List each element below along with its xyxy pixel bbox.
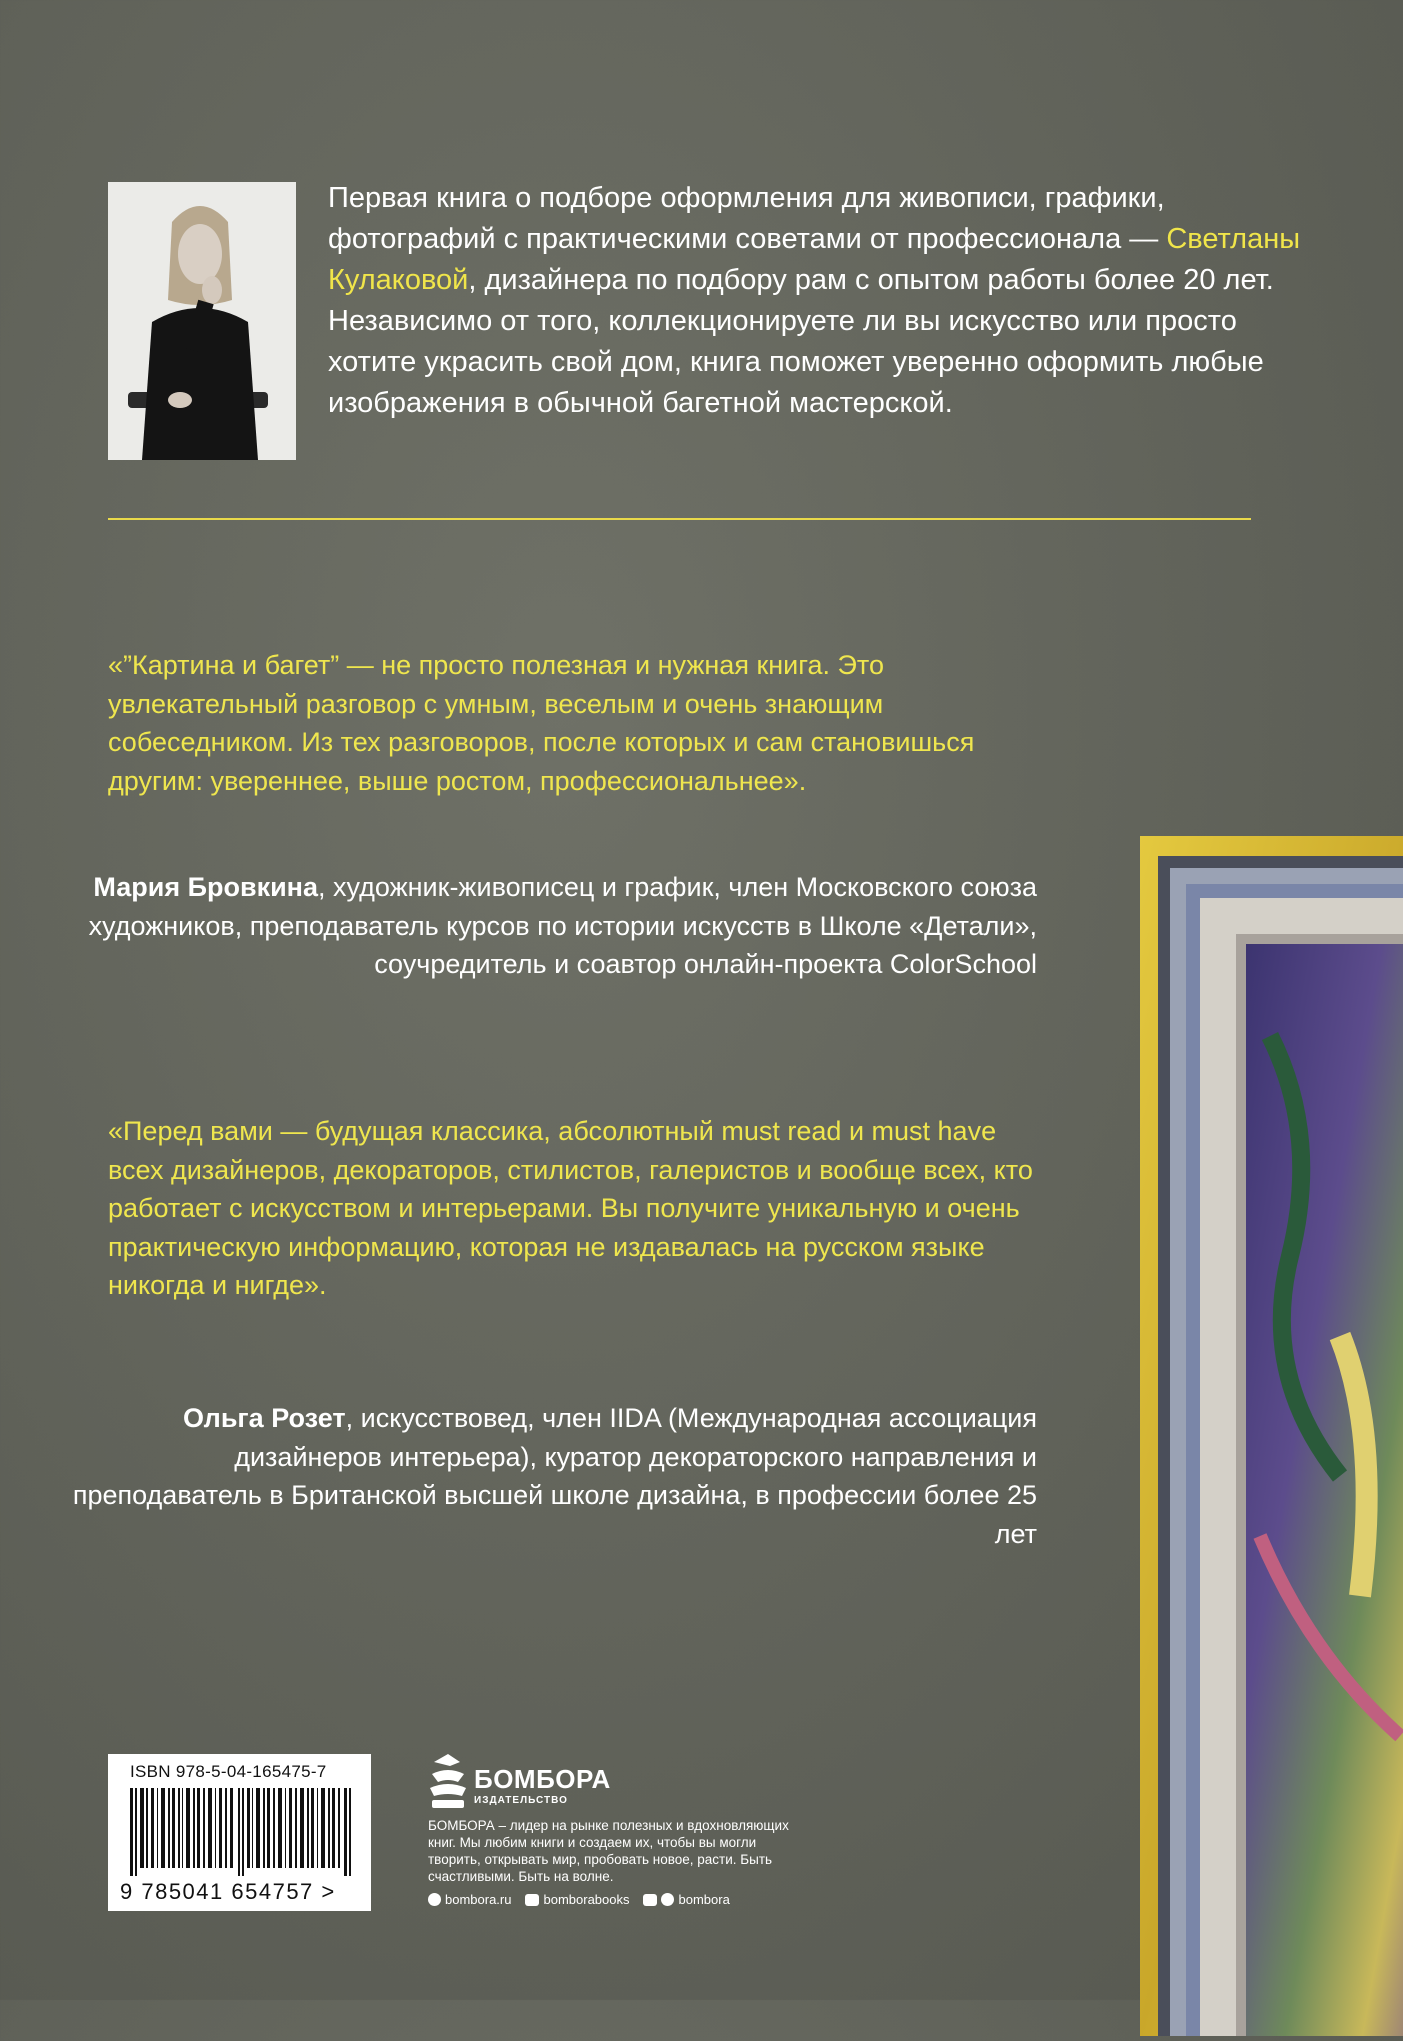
vk-link[interactable]: bomborabooks <box>525 1892 629 1907</box>
vk-icon <box>525 1894 539 1906</box>
review-quote-1: «”Картина и багет” — не просто полезная и нужная книга. Это увлекательный разговор с умным, веселым и очень знающим собеседником. Из тех разговоров, после которых и сам становишься другим: увереннее, выше ростом, профессиональнее». <box>108 650 975 796</box>
barcode-graphic <box>130 1788 358 1876</box>
reviewer-role-1: , художник-живописец и график, член Московского союза художников, преподаватель курсов по истории искусств в Школе «Детали», соучредитель и соавтор онлайн-проекта ColorSchool <box>88 872 1037 979</box>
review-attribution-2 <box>60 1399 1037 1553</box>
plus-icon <box>643 1894 657 1906</box>
review-quote-2: «Перед вами — будущая классика, абсолютный must read и must have всех дизайнеров, декораторов, стилистов, галеристов и вообще всех, кто работает с искусством и интерьерами. Вы получите уникальную и очень практическую информацию, которая не издавалась на русском языке никогда и нигде». <box>108 1116 1033 1300</box>
reviewer-role-2: , искусствовед, член IIDA (Международная ассоциация дизайнеров интерьера), куратор декораторского направления и преподаватель в Британской высшей школе дизайна, в профессии более 25 лет <box>72 1403 1037 1549</box>
publisher-name: БОМБОРА <box>474 1764 611 1794</box>
barcode-digits: 9 785041 654757 > <box>120 1879 336 1904</box>
intro-paragraph <box>328 178 1308 424</box>
telegram-link[interactable]: bombora <box>643 1892 729 1907</box>
publisher-description: БОМБОРА – лидер на рынке полезных и вдохновляющих книг. Мы любим книги и создаем их, чтобы вы могли творить, открывать мир, пробовать новое, расти. Быть счастливыми. Быть на волне. <box>428 1818 789 1884</box>
section-divider <box>108 518 1251 520</box>
publisher-links <box>428 1892 730 1907</box>
globe-icon <box>428 1893 441 1906</box>
author-photo <box>108 182 296 460</box>
telegram-icon <box>661 1893 674 1906</box>
isbn-barcode-box <box>108 1754 371 1911</box>
isbn-label: ISBN 978-5-04-165475-7 <box>130 1762 327 1781</box>
intro-text-start: Первая книга о подборе оформления для живописи, графики, фотографий с практическими советами от профессионала — <box>328 182 1167 255</box>
reviewer-name-2: Ольга Розет <box>183 1403 346 1433</box>
website-link[interactable]: bombora.ru <box>428 1892 511 1907</box>
bombora-logo-icon <box>428 1752 468 1810</box>
author-name-highlight: Светланы Кулаковой <box>328 223 1301 296</box>
intro-text-end: , дизайнера по подбору рам с опытом работы более 20 лет. Независимо от того, коллекционируете ли вы искусство или просто хотите украсить свой дом, книга поможет уверенно оформить любые изображения в обычной багетной мастерской. <box>328 264 1274 419</box>
publisher-subtitle: ИЗДАТЕЛЬСТВО <box>474 1795 568 1806</box>
review-attribution-1 <box>60 868 1037 984</box>
reviewer-name-1: Мария Бровкина <box>93 872 318 902</box>
framed-painting-image <box>1140 836 1403 2036</box>
